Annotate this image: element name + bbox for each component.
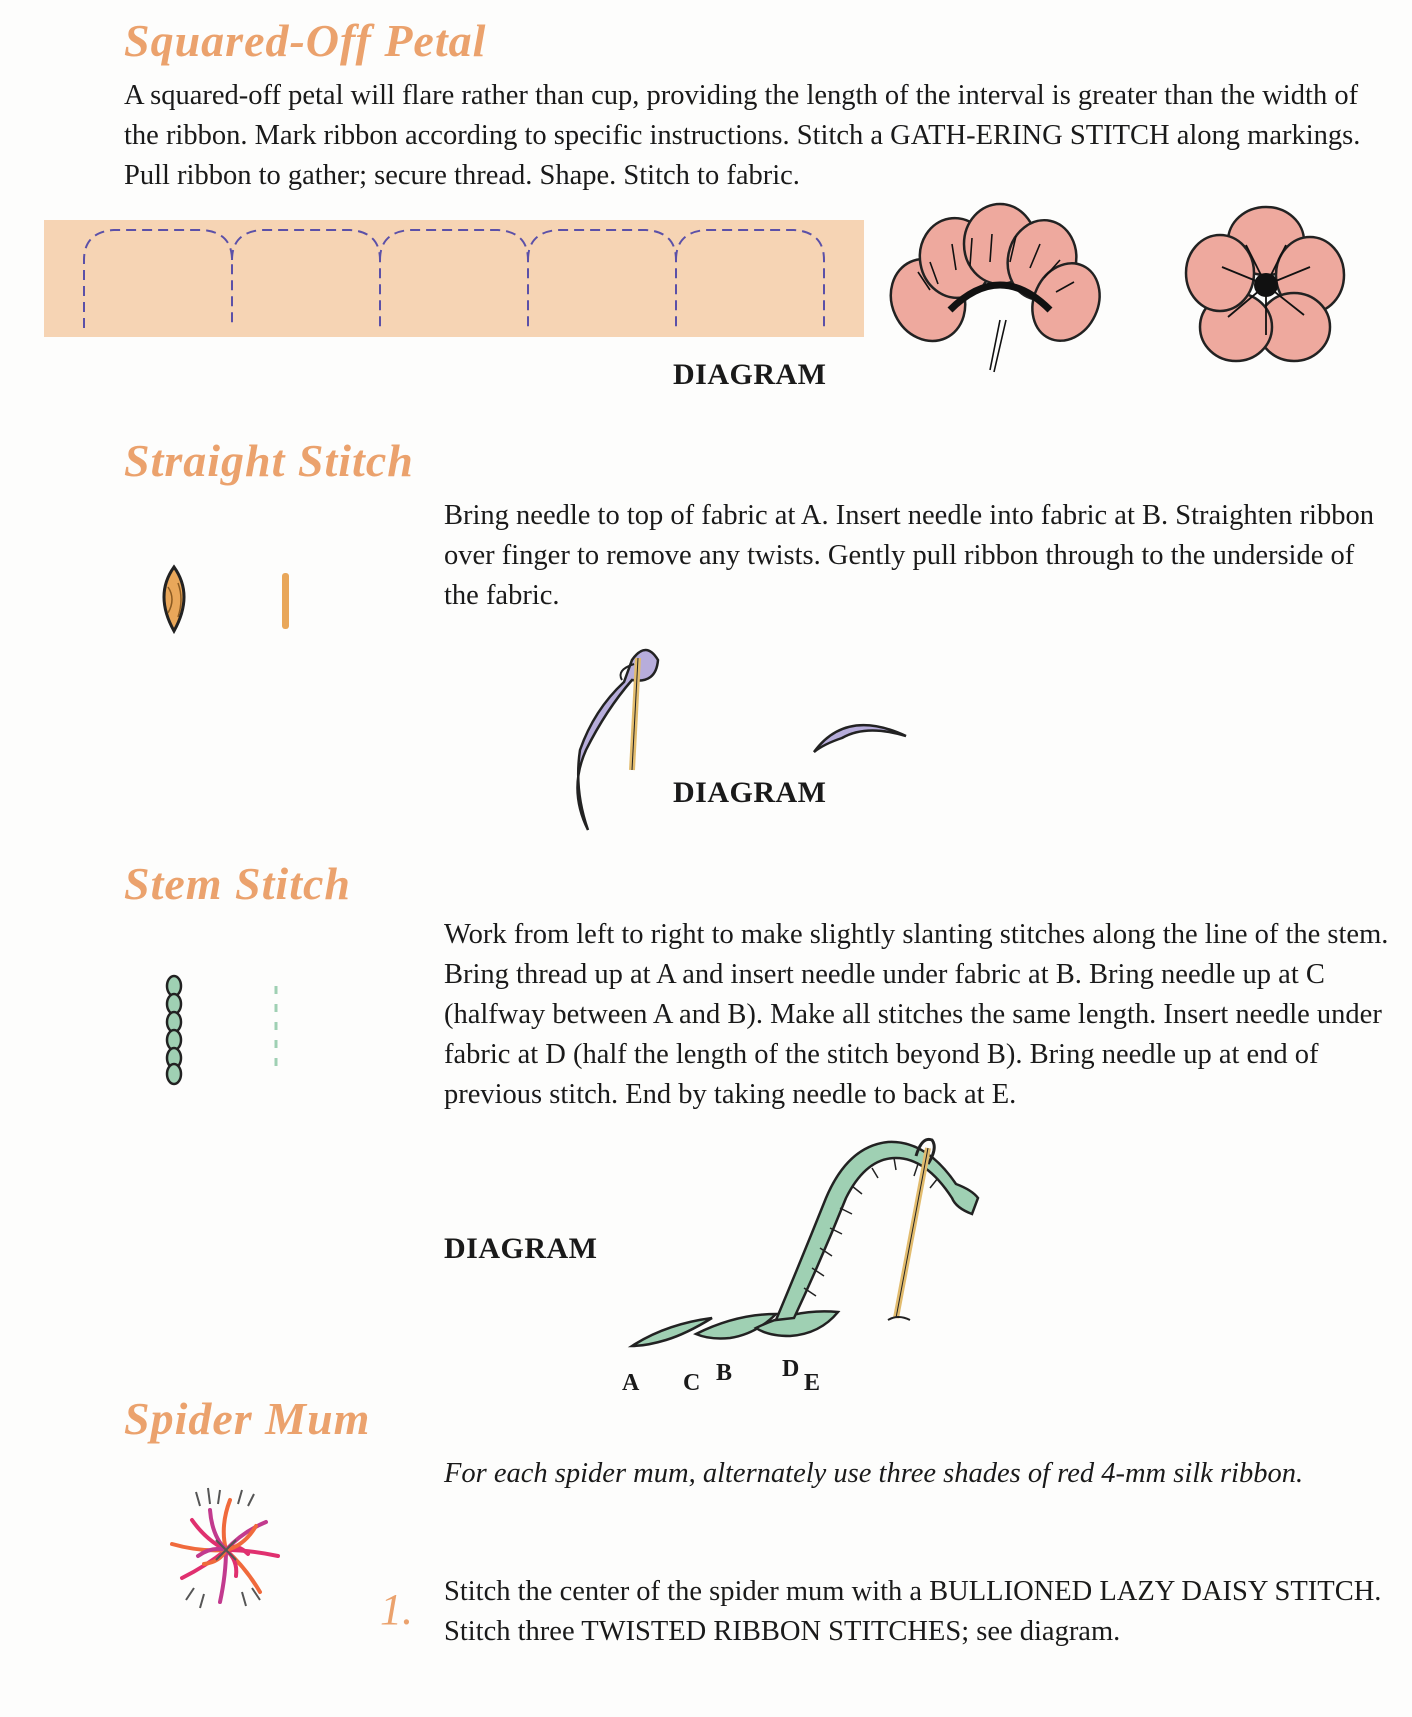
gathered-petals-illustration bbox=[890, 200, 1100, 380]
stem-stitch-instructions: Work from left to right to make slightly slanting stitches along the line of the stem. Bring thread up at A and insert needle under fabric at B. Bring needle up at C (halfway between A and B). Make all stitches the same length. Insert needle under fabric at D (half the length of the stitch beyond B). Bring needle up at end of previous stitch. End by taking needle to back at E. bbox=[444, 919, 1389, 1110]
ribbon-strip-illustration bbox=[44, 220, 864, 340]
straight-stitch-swatch bbox=[150, 565, 300, 635]
stem-stitch-swatch bbox=[160, 976, 290, 1086]
spider-mum-intro: For each spider mum, alternately use three shades of red 4-mm silk ribbon. bbox=[444, 1458, 1304, 1489]
ribbon-strip bbox=[44, 220, 864, 337]
section-title-straight-stitch: Straight Stitch bbox=[124, 435, 414, 486]
section-title-spider-mum: Spider Mum bbox=[124, 1393, 371, 1444]
section-title-stem-stitch: Stem Stitch bbox=[124, 858, 351, 909]
stem-point-label-a: A bbox=[622, 1370, 640, 1396]
stem-point-label-b: B bbox=[716, 1360, 733, 1386]
stem-point-label-c: C bbox=[683, 1370, 701, 1396]
stem-point-label-e: E bbox=[804, 1370, 821, 1396]
stem-point-label-d: D bbox=[782, 1356, 800, 1382]
straight-stitch-instructions: Bring needle to top of fabric at A. Insert needle into fabric at B. Straighten ribbon over finger to remove any twists. Gently pull ribbon through to the underside of the fabric. bbox=[444, 500, 1374, 611]
diagram-label-stem-stitch: DIAGRAM bbox=[444, 1232, 598, 1265]
diagram-label-squared-off-petal: DIAGRAM bbox=[673, 358, 827, 391]
straight-stitch-diagram-illustration bbox=[546, 640, 926, 840]
squared-off-petal-instructions: A squared-off petal will flare rather than cup, providing the length of the interval is greater than the width of the ribbon. Mark ribbon according to specific instructions. Stitch a GATH-ERING STITCH along markings. Pull ribbon to gather; secure thread. Shape. Stitch to fabric. bbox=[124, 80, 1361, 191]
section-title-squared-off-petal: Squared-Off Petal bbox=[124, 15, 487, 66]
spider-mum-step-number-1: 1. bbox=[380, 1585, 413, 1634]
spider-mum-step-1-text: Stitch the center of the spider mum with a BULLIONED LAZY DAISY STITCH. Stitch three TWISTED RIBBON STITCHES; see diagram. bbox=[444, 1576, 1382, 1647]
spider-mum-swatch bbox=[156, 1480, 296, 1620]
diagram-label-straight-stitch: DIAGRAM bbox=[673, 776, 827, 809]
stem-stitch-diagram-illustration bbox=[626, 1128, 1046, 1358]
finished-flower-illustration bbox=[1186, 205, 1346, 365]
